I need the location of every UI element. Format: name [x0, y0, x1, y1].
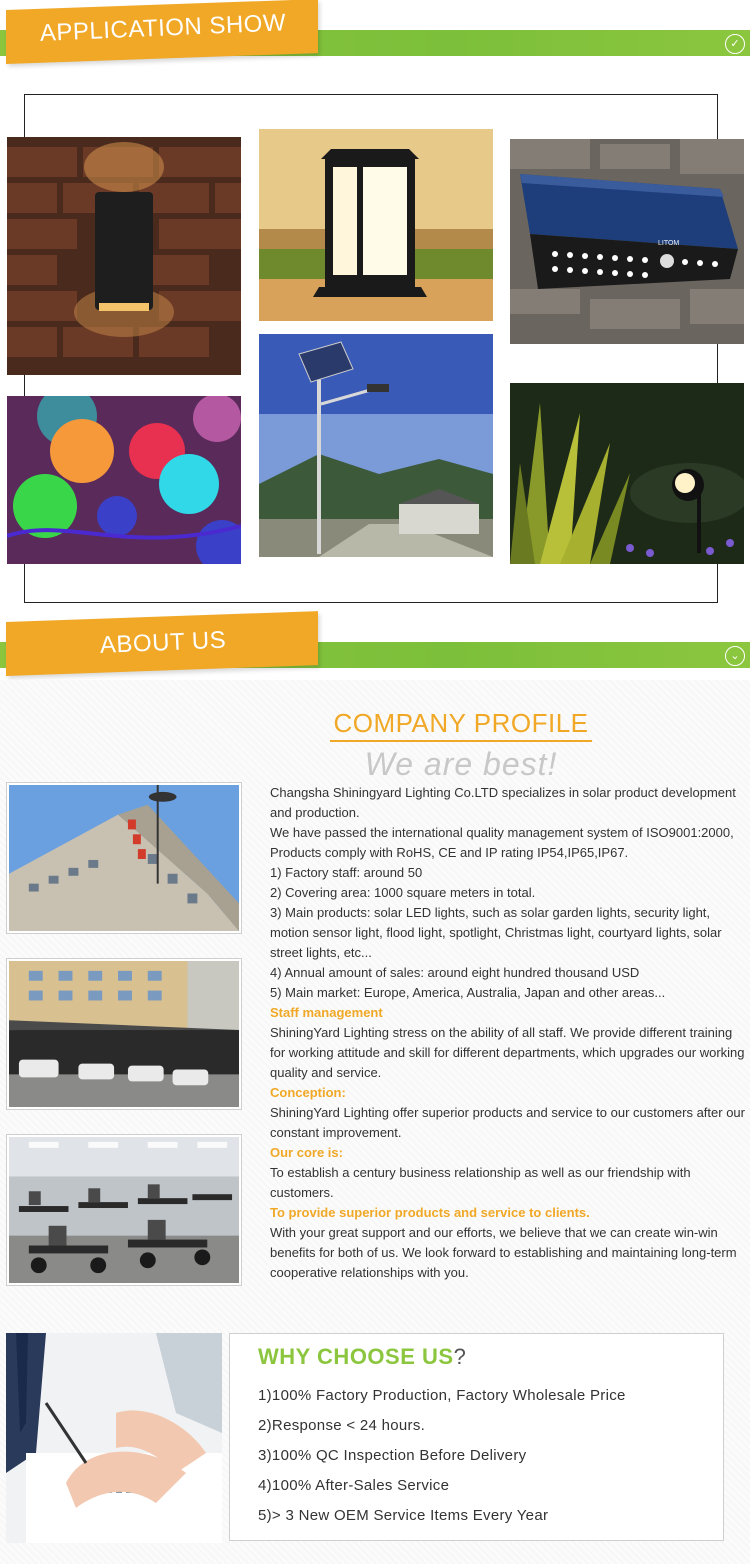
list-item: 4)100% After-Sales Service	[258, 1477, 450, 1494]
profile-paragraph: 5) Main market: Europe, America, Australia, Japan and other areas...	[270, 985, 666, 1000]
profile-paragraph: We have passed the international quality management system of ISO9001:2000, Products comply with RoHS, CE and IP rating IP54,IP65,IP67.	[270, 825, 734, 860]
chevron-down-icon: ✓	[725, 34, 745, 54]
application-show-title: APPLICATION SHOW	[39, 9, 287, 47]
profile-paragraph: ShiningYard Lighting stress on the ability of all staff. We provide different training for working attitude and skill for different departments, which upgrades our working quality and service.	[270, 1025, 745, 1080]
office-building-photo	[6, 782, 242, 934]
company-profile-title: COMPANY PROFILE	[333, 708, 589, 738]
profile-paragraph: 1) Factory staff: around 50	[270, 865, 423, 880]
about-us-title: ABOUT US	[99, 626, 227, 659]
profile-heading: To provide superior products and service to clients.	[270, 1205, 590, 1220]
wall-lamp-photo	[7, 137, 241, 375]
string-lights-photo	[7, 396, 241, 564]
why-choose-us-box	[229, 1333, 724, 1541]
why-choose-list	[258, 1386, 626, 1536]
profile-heading: Conception:	[270, 1085, 346, 1100]
profile-paragraph: With your great support and our efforts, we believe that we can create win-win benefits for both of us. We look forward to establishing and maintaining long-term cooperative relationships with you.	[270, 1225, 737, 1280]
application-show-banner	[0, 4, 750, 74]
profile-paragraph: ShiningYard Lighting offer superior products and service to our customers after our constant improvement.	[270, 1105, 745, 1140]
business-handshake-photo	[6, 1333, 222, 1543]
profile-heading: Our core is:	[270, 1145, 343, 1160]
office-interior-photo	[6, 1134, 242, 1286]
list-item: 3)100% QC Inspection Before Delivery	[258, 1447, 527, 1464]
solar-wall-light-photo	[510, 139, 744, 344]
profile-paragraph: To establish a century business relationship as well as our friendship with customers.	[270, 1165, 691, 1200]
profile-paragraph: 3) Main products: solar LED lights, such as solar garden lights, security light, motion sensor light, flood light, spotlight, Christmas light, courtyard lights, solar street lights, etc...	[270, 905, 722, 960]
list-item: 2)Response < 24 hours.	[258, 1417, 426, 1434]
why-title-suffix: ?	[453, 1344, 467, 1369]
company-profile-text	[270, 783, 748, 1283]
profile-heading: Staff management	[270, 1005, 383, 1020]
factory-parking-photo	[6, 958, 242, 1110]
list-item: 1)100% Factory Production, Factory Wholesale Price	[258, 1387, 626, 1404]
why-choose-us-title	[258, 1344, 466, 1370]
list-item: 5)> 3 New OEM Service Items Every Year	[258, 1507, 549, 1524]
about-us-banner	[0, 616, 750, 686]
profile-paragraph: 4) Annual amount of sales: around eight hundred thousand USD	[270, 965, 640, 980]
post-lamp-photo	[259, 129, 493, 321]
why-title-text: WHY CHOOSE US	[258, 1344, 454, 1369]
chevron-down-icon: ⌄	[725, 646, 745, 666]
company-profile-underline	[330, 740, 592, 742]
garden-spotlight-photo	[510, 383, 744, 564]
profile-paragraph: 2) Covering area: 1000 square meters in total.	[270, 885, 536, 900]
litom-label: LITOM	[658, 240, 680, 247]
solar-street-light-photo	[259, 334, 493, 557]
profile-paragraph: Changsha Shiningyard Lighting Co.LTD specializes in solar product development and production.	[270, 785, 736, 820]
tagline: We are best!	[364, 746, 558, 782]
